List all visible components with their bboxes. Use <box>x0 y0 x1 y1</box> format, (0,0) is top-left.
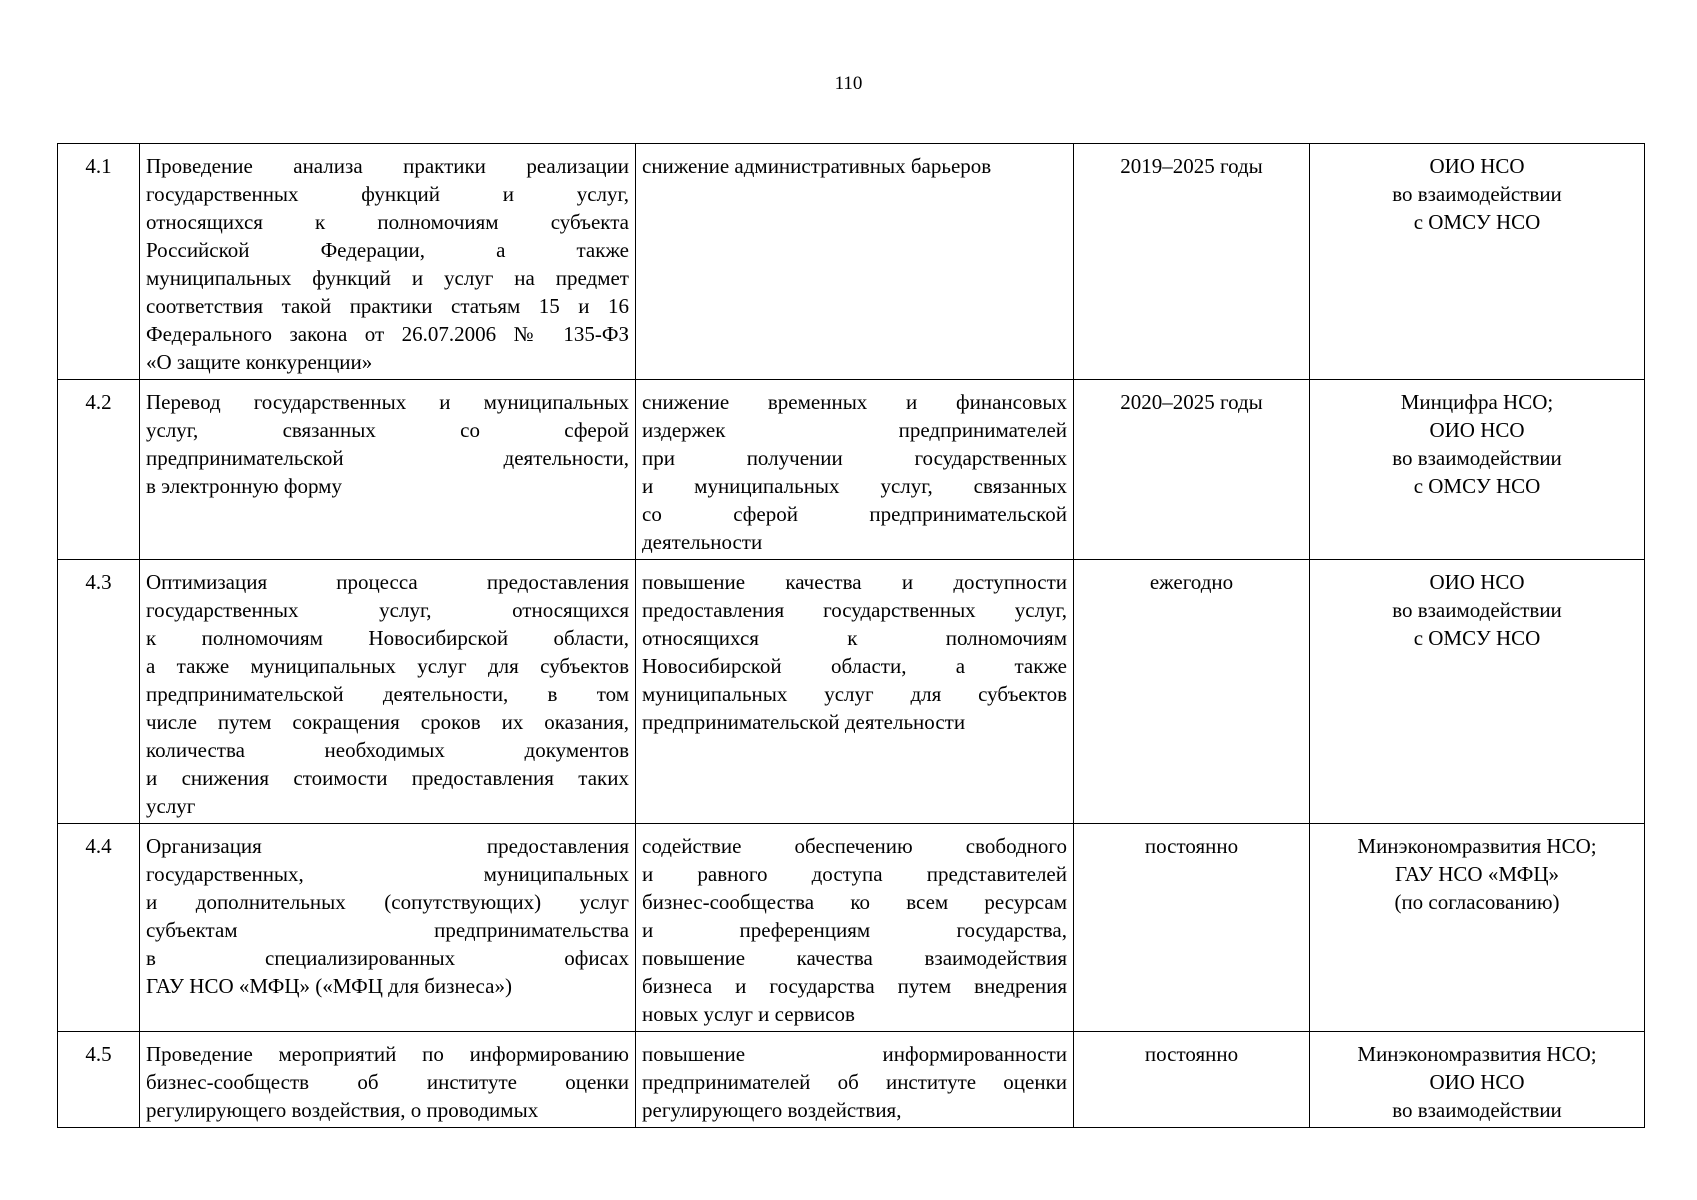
responsible-cell-line: ОИО НСО <box>1429 154 1525 178</box>
action-cell <box>140 824 636 1032</box>
action-cell-line: Проведение анализа практики реализации <box>146 154 629 178</box>
action-cell-line: Перевод государственных и муниципальных <box>146 390 629 414</box>
action-cell-line: и снижения стоимости предоставления таких <box>146 766 629 790</box>
responsible-cell-line: (по согласованию) <box>1394 890 1560 914</box>
responsible-cell <box>1310 560 1645 824</box>
period-cell: 2020–2025 годы <box>1074 380 1310 560</box>
result-cell-line: Новосибирской области, а также <box>642 654 1067 678</box>
result-cell-line: повышение качества взаимодействия <box>642 946 1067 970</box>
responsible-cell-line: во взаимодействии <box>1392 598 1562 622</box>
result-cell <box>636 1032 1074 1128</box>
page-number: 110 <box>834 73 863 94</box>
responsible-cell-line: ОИО НСО <box>1429 570 1525 594</box>
table-row <box>58 380 1645 560</box>
period-cell: постоянно <box>1074 824 1310 1032</box>
result-cell <box>636 380 1074 560</box>
result-cell <box>636 144 1074 380</box>
measures-table <box>57 143 1645 1128</box>
period-cell: ежегодно <box>1074 560 1310 824</box>
action-cell-line: Российской Федерации, а также <box>146 238 629 262</box>
result-cell-line: издержек предпринимателей <box>642 418 1067 442</box>
action-cell-line: к полномочиям Новосибирской области, <box>146 626 629 650</box>
row-number: 4.3 <box>58 560 140 824</box>
result-cell-line: относящихся к полномочиям <box>642 626 1067 650</box>
result-cell-line: и муниципальных услуг, связанных <box>642 474 1067 498</box>
period-cell: 2019–2025 годы <box>1074 144 1310 380</box>
row-number: 4.5 <box>58 1032 140 1128</box>
action-cell-line: числе путем сокращения сроков их оказания, <box>146 710 629 734</box>
action-cell-line: Оптимизация процесса предоставления <box>146 570 629 594</box>
table-row <box>58 824 1645 1032</box>
responsible-cell-line: с ОМСУ НСО <box>1413 474 1541 498</box>
responsible-cell-line: Минцифра НСО; <box>1400 390 1554 414</box>
action-cell-line: относящихся к полномочиям субъекта <box>146 210 629 234</box>
action-cell-line: государственных услуг, относящихся <box>146 598 629 622</box>
action-cell <box>140 380 636 560</box>
responsible-cell-line: Минэкономразвития НСО; <box>1357 834 1597 858</box>
responsible-cell-line: во взаимодействии <box>1392 1098 1562 1122</box>
responsible-cell-line: Минэкономразвития НСО; <box>1357 1042 1597 1066</box>
result-cell-line: при получении государственных <box>642 446 1067 470</box>
action-cell-line: предпринимательской деятельности, в том <box>146 682 629 706</box>
result-cell-line: предпринимателей об институте оценки <box>642 1070 1067 1094</box>
action-cell-line: регулирующего воздействия, о проводимых <box>146 1098 539 1122</box>
action-cell-line: Федерального закона от 26.07.2006 № 135-ФЗ <box>146 322 629 346</box>
result-cell <box>636 824 1074 1032</box>
responsible-cell-line: ОИО НСО <box>1429 418 1525 442</box>
responsible-cell-line: во взаимодействии <box>1392 446 1562 470</box>
row-number: 4.2 <box>58 380 140 560</box>
period-cell: постоянно <box>1074 1032 1310 1128</box>
result-cell-line: бизнеса и государства путем внедрения <box>642 974 1067 998</box>
action-cell-line: муниципальных функций и услуг на предмет <box>146 266 629 290</box>
table-body <box>58 144 1645 1128</box>
result-cell-line: содействие обеспечению свободного <box>642 834 1067 858</box>
action-cell-line: ГАУ НСО «МФЦ» («МФЦ для бизнеса») <box>146 974 512 998</box>
result-cell-line: деятельности <box>642 530 763 554</box>
table-row <box>58 560 1645 824</box>
action-cell-line: а также муниципальных услуг для субъектов <box>146 654 629 678</box>
action-cell <box>140 1032 636 1128</box>
action-cell-line: «О защите конкуренции» <box>146 350 373 374</box>
action-cell-line: Организация предоставления <box>146 834 629 858</box>
result-cell-line: бизнес-сообщества ко всем ресурсам <box>642 890 1067 914</box>
responsible-cell-line: с ОМСУ НСО <box>1413 210 1541 234</box>
action-cell-line: предпринимательской деятельности, <box>146 446 629 470</box>
action-cell-line: бизнес-сообществ об институте оценки <box>146 1070 629 1094</box>
action-cell-line: субъектам предпринимательства <box>146 918 629 942</box>
result-cell <box>636 560 1074 824</box>
action-cell-line: в электронную форму <box>146 474 342 498</box>
result-cell-line: со сферой предпринимательской <box>642 502 1067 526</box>
action-cell-line: услуг, связанных со сферой <box>146 418 629 442</box>
result-cell-line: повышение информированности <box>642 1042 1067 1066</box>
result-cell-line: предоставления государственных услуг, <box>642 598 1067 622</box>
action-cell-line: и дополнительных (сопутствующих) услуг <box>146 890 629 914</box>
table-row <box>58 144 1645 380</box>
action-cell-line: соответствия такой практики статьям 15 и 16 <box>146 294 629 318</box>
responsible-cell-line: ГАУ НСО «МФЦ» <box>1394 862 1560 886</box>
action-cell-line: количества необходимых документов <box>146 738 629 762</box>
responsible-cell-line: с ОМСУ НСО <box>1413 626 1541 650</box>
responsible-cell-line: ОИО НСО <box>1429 1070 1525 1094</box>
result-cell-line: снижение временных и финансовых <box>642 390 1067 414</box>
action-cell <box>140 560 636 824</box>
action-cell-line: государственных функций и услуг, <box>146 182 629 206</box>
responsible-cell <box>1310 380 1645 560</box>
result-cell-line: муниципальных услуг для субъектов <box>642 682 1067 706</box>
result-cell-line: снижение административных барьеров <box>642 154 992 178</box>
action-cell-line: Проведение мероприятий по информированию <box>146 1042 629 1066</box>
result-cell-line: повышение качества и доступности <box>642 570 1067 594</box>
row-number: 4.1 <box>58 144 140 380</box>
result-cell-line: и преференциям государства, <box>642 918 1067 942</box>
responsible-cell <box>1310 1032 1645 1128</box>
result-cell-line: и равного доступа представителей <box>642 862 1067 886</box>
row-number: 4.4 <box>58 824 140 1032</box>
result-cell-line: предпринимательской деятельности <box>642 710 966 734</box>
responsible-cell <box>1310 144 1645 380</box>
action-cell <box>140 144 636 380</box>
action-cell-line: в специализированных офисах <box>146 946 629 970</box>
action-cell-line: услуг <box>146 794 196 818</box>
result-cell-line: регулирующего воздействия, <box>642 1098 902 1122</box>
action-cell-line: государственных, муниципальных <box>146 862 629 886</box>
responsible-cell <box>1310 824 1645 1032</box>
result-cell-line: новых услуг и сервисов <box>642 1002 855 1026</box>
responsible-cell-line: во взаимодействии <box>1392 182 1562 206</box>
table-row <box>58 1032 1645 1128</box>
